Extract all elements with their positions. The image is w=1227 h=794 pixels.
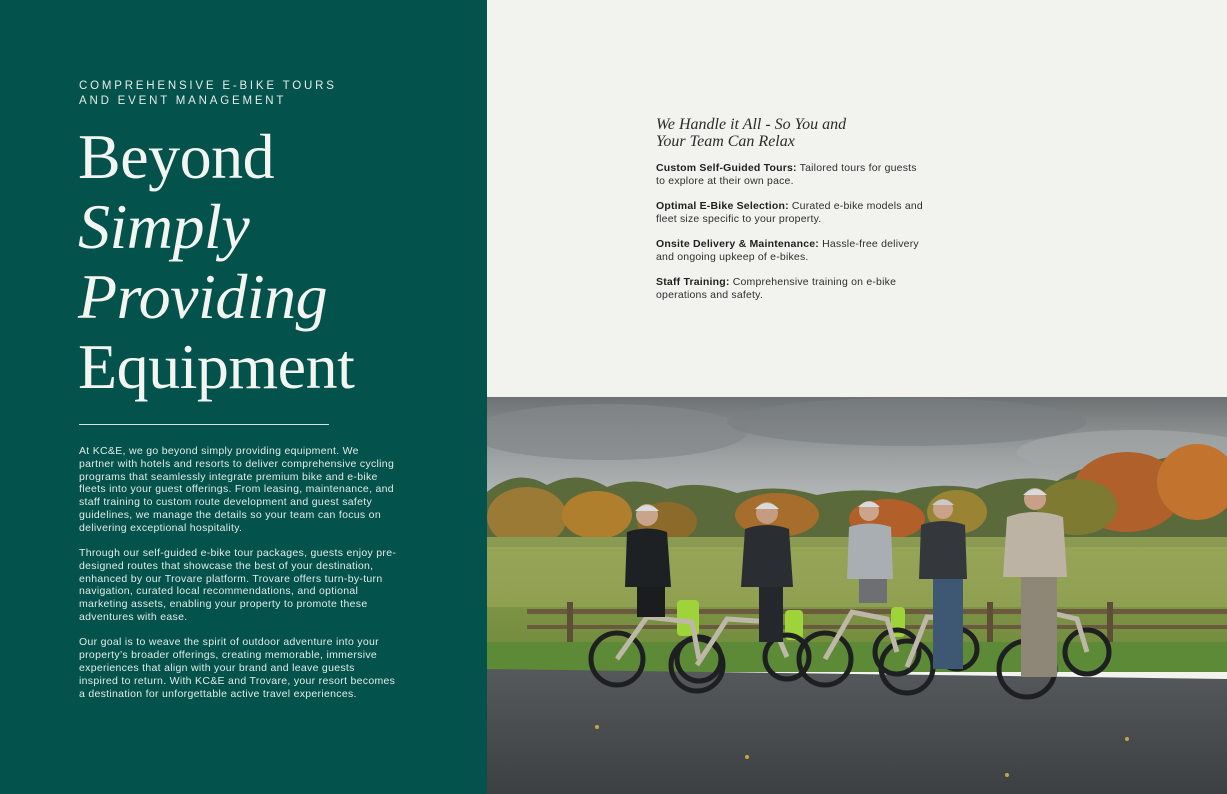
section-heading-line-2: Your Team Can Relax (656, 133, 795, 150)
eyebrow-line-2: AND EVENT MANAGEMENT (79, 95, 287, 107)
body-paragraph-2: Through our self-guided e-bike tour packages, guests enjoy pre-designed routes that showcase the best of your destination, enhanced by our Trovare platform. Trovare offers turn-by-turn navigation, curated local recommendations, and optional marketing assets, enabling your property to promote these adventures with ease. (79, 547, 397, 624)
section-heading (656, 116, 886, 150)
headline-line-3: Providing (78, 261, 328, 332)
body-paragraph-1: At KC&E, we go beyond simply providing equipment. We partner with hotels and resorts to deliver comprehensive cycling programs that seamlessly integrate premium bike and e-bike fleets into your guest offerings. From leasing, maintenance, and staff training to custom route development and guest safety guidelines, we manage the details so your team can focus on delivering exceptional hospitality. (79, 445, 395, 534)
feature-item (656, 200, 924, 226)
eyebrow-label (79, 79, 409, 109)
body-copy (79, 445, 397, 713)
body-paragraph-3: Our goal is to weave the spirit of outdoor adventure into your property’s broader offerings, creating memorable, immersive experiences that align with your brand and leave guests inspired to return. With KC&E and Trovare, your resort becomes a destination for unforgettable active travel experiences. (79, 636, 396, 700)
feature-title: Staff Training: (656, 276, 730, 288)
feature-list (656, 162, 924, 314)
eyebrow-line-1: COMPREHENSIVE E-BIKE TOURS (79, 80, 337, 92)
headline-line-1: Beyond (78, 121, 275, 192)
feature-title: Onsite Delivery & Maintenance: (656, 238, 819, 250)
headline-line-4: Equipment (78, 331, 355, 402)
feature-title: Custom Self-Guided Tours: (656, 162, 797, 174)
feature-text: Tailored tours for guests to explore at their own pace. (656, 162, 917, 187)
feature-title: Optimal E-Bike Selection: (656, 200, 789, 212)
feature-item (656, 162, 924, 188)
cyclists-photo (487, 397, 1227, 794)
cyclists-photo-illustration (487, 397, 1227, 794)
feature-item (656, 276, 924, 302)
divider (79, 424, 329, 425)
page-title (78, 122, 354, 402)
left-panel (0, 0, 487, 794)
feature-text: Curated e-bike models and fleet size specific to your property. (656, 200, 923, 225)
section-heading-line-1: We Handle it All - So You and (656, 116, 847, 133)
feature-text: Comprehensive training on e-bike operations and safety. (656, 276, 897, 301)
headline-line-2: Simply (78, 191, 250, 262)
feature-item (656, 238, 924, 264)
right-panel (487, 0, 1227, 397)
feature-text: Hassle-free delivery and ongoing upkeep of e-bikes. (656, 238, 919, 263)
